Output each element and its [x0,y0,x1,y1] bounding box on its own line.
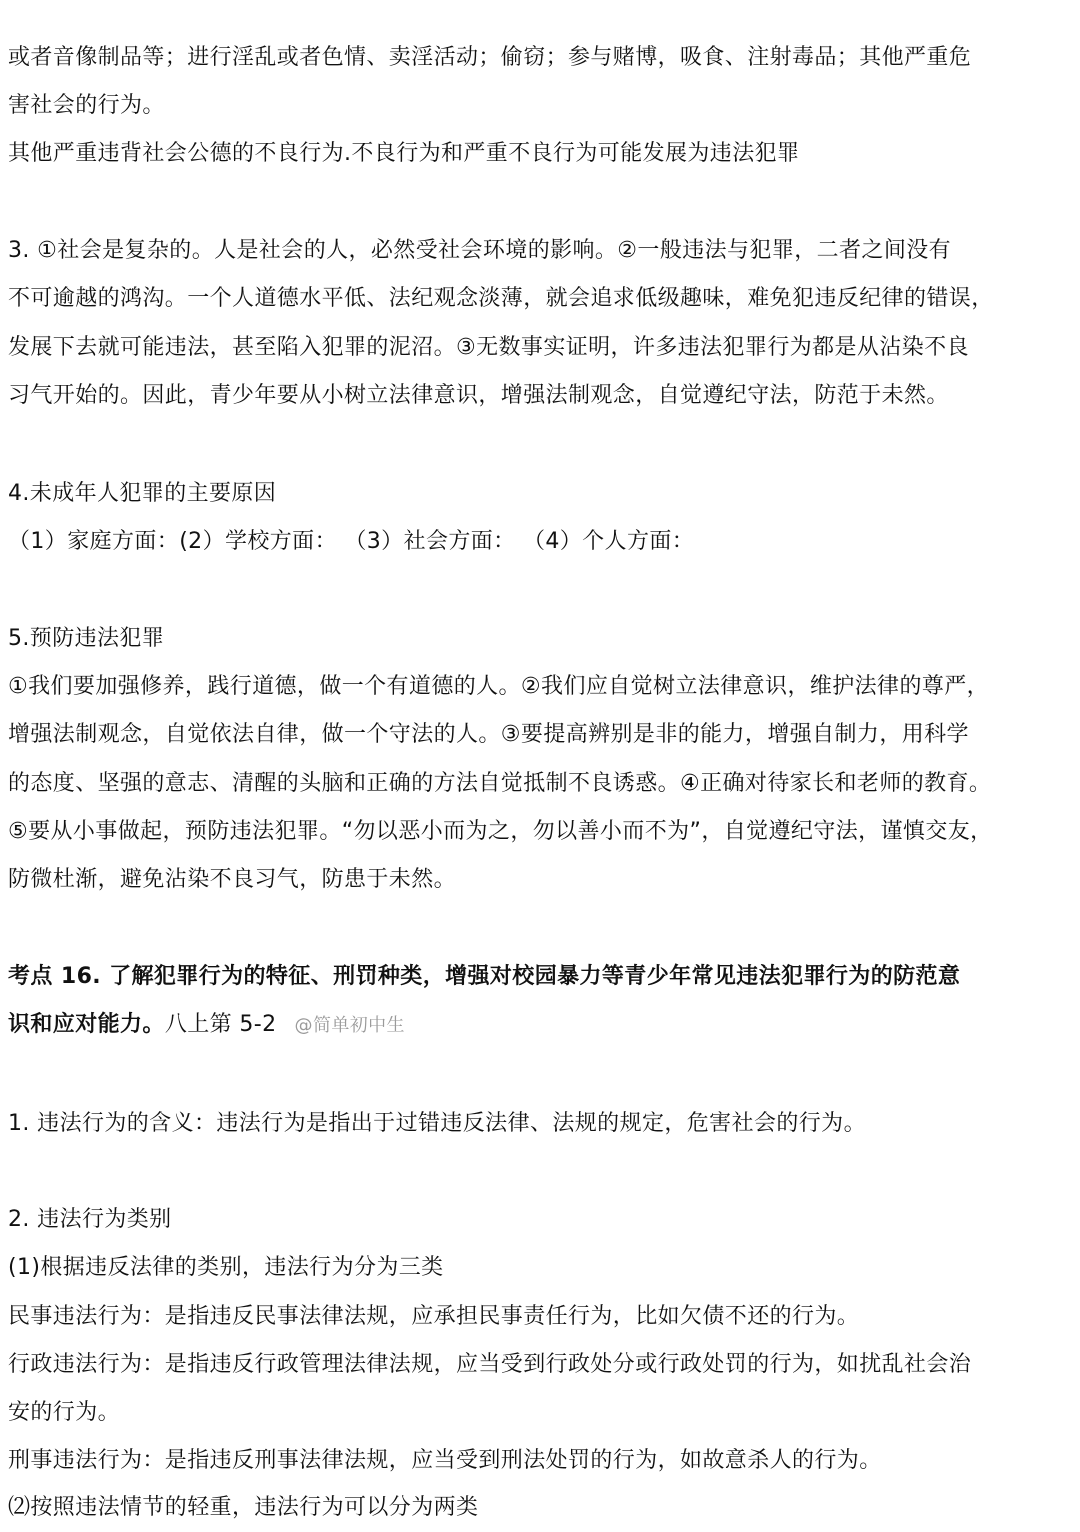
paragraph-line: 害社会的行为。 [8,93,165,118]
textbook-reference: 八上第 5-2 [164,1012,277,1037]
exam-point-heading: 考点 16. 了解犯罪行为的特征、刑罚种类，增强对校园暴力等青少年常见违法犯罪行为的防范意 [8,964,961,989]
paragraph-line: 行政违法行为：是指违反行政管理法律法规，应当受到行政处分或行政处罚的行为，如扰乱社会治 [8,1352,972,1377]
paragraph-line: 的态度、坚强的意志、清醒的头脑和正确的方法自觉抵制不良诱惑。④正确对待家长和老师的教育。 [8,771,992,796]
paragraph-line: 3. ①社会是复杂的。人是社会的人，必然受社会环境的影响。②一般违法与犯罪，二者之间没有 [8,238,952,263]
exam-point-heading-tail: 识和应对能力。 [8,1012,165,1037]
exam-point-heading-continued [8,1001,1066,1050]
section-heading: 2. 违法行为类别 [8,1207,172,1232]
paragraph-line: 增强法制观念，自觉依法自律，做一个守法的人。③要提高辨别是非的能力，增强自制力，用科学 [8,722,969,747]
paragraph-line: 其他严重违背社会公德的不良行为.不良行为和严重不良行为可能发展为违法犯罪 [8,141,800,166]
paragraph-line: ①我们要加强修养，践行道德，做一个有道德的人。②我们应自觉树立法律意识，维护法律的尊严， [8,674,990,699]
paragraph-line: ⑤要从小事做起，预防违法犯罪。“勿以恶小而为之，勿以善小而不为”，自觉遵纪守法，谨慎交友， [8,819,993,844]
paragraph-line: 民事违法行为：是指违反民事法律法规，应承担民事责任行为，比如欠债不还的行为。 [8,1304,860,1329]
paragraph-line: 安的行为。 [8,1400,121,1425]
paragraph-line: 不可逾越的鸿沟。一个人道德水平低、法纪观念淡薄，就会追求低级趣味，难免犯违反纪律的错误， [8,286,994,311]
paragraph-line: (1)根据违反法律的类别，违法行为分为三类 [8,1255,444,1280]
section-heading: 4.未成年人犯罪的主要原因 [8,481,277,506]
paragraph-line: ⑵按照违法情节的轻重，违法行为可以分为两类 [8,1495,479,1520]
paragraph-line: （1）家庭方面：(2）学校方面： （3）社会方面： （4）个人方面： [8,529,695,554]
paragraph-line: 或者音像制品等；进行淫乱或者色情、卖淫活动；偷窃；参与赌博，吸食、注射毒品；其他严重危 [8,45,972,70]
paragraph-line: 发展下去就可能违法，甚至陷入犯罪的泥沼。③无数事实证明，许多违法犯罪行为都是从沾染不良 [8,335,969,360]
paragraph-line: 刑事违法行为：是指违反刑事法律法规，应当受到刑法处罚的行为，如故意杀人的行为。 [8,1448,882,1473]
section-heading: 5.预防违法犯罪 [8,626,165,651]
paragraph-line: 习气开始的。因此，青少年要从小树立法律意识，增强法制观念，自觉遵纪守法，防范于未然。 [8,383,949,408]
watermark-text: @简单初中生 [294,1015,405,1036]
paragraph-line: 1. 违法行为的含义：违法行为是指出于过错违反法律、法规的规定，危害社会的行为。 [8,1111,866,1136]
paragraph-line: 防微杜渐，避免沾染不良习气，防患于未然。 [8,867,457,892]
